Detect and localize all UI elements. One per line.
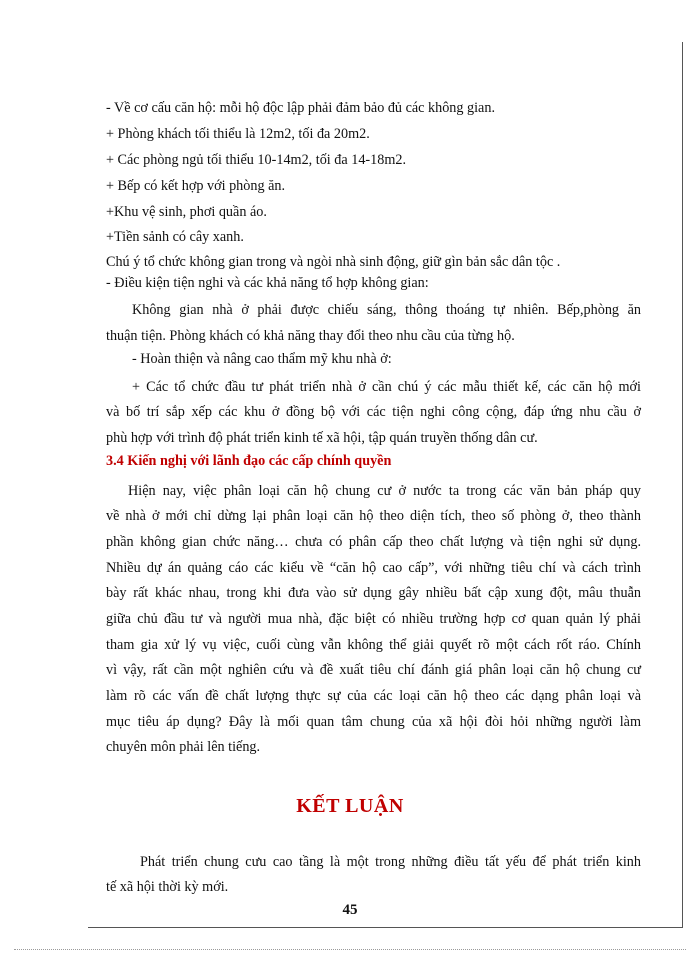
conclusion-line: tế xã hội thời kỳ mới. — [106, 879, 229, 895]
text-line: và bố trí sắp xếp các khu ở đồng bộ với các tiện nghi công cộng, đáp ứng nhu cầu ở — [106, 404, 641, 420]
text-line: +Tiền sảnh có cây xanh. — [106, 229, 244, 245]
text-line: + Các tổ chức đầu tư phát triển nhà ở cần chú ý các mẫu thiết kế, các căn hộ mới — [132, 379, 641, 395]
text-line: Không gian nhà ở phải được chiếu sáng, thông thoáng tự nhiên. Bếp,phòng ăn — [132, 302, 641, 318]
paragraph-line: mục tiêu áp dụng? Đây là mối quan tâm chung của xã hội đòi hỏi những người làm — [106, 714, 641, 730]
paragraph-line: Nhiều dự án quảng cáo các kiểu về “căn hộ cao cấp”, với những tiêu chí và cách trình — [106, 560, 641, 576]
text-line: + Các phòng ngủ tối thiểu 10-14m2, tối đa 14-18m2. — [106, 152, 406, 168]
text-line: - Hoàn thiện và nâng cao thẩm mỹ khu nhà ở: — [132, 351, 392, 367]
paragraph-line: về nhà ở mới chỉ dừng lại phân loại căn hộ theo diện tích, theo số phòng ở, theo thành — [106, 508, 641, 524]
paragraph-line: phần không gian chức năng… chưa có phân cấp theo chất lượng và tiện nghi sử dụng. — [106, 534, 641, 550]
text-line: + Phòng khách tối thiểu là 12m2, tối đa 20m2. — [106, 126, 370, 142]
section-heading: 3.4 Kiến nghị với lãnh đạo các cấp chính quyền — [106, 453, 392, 469]
paragraph-line: bày rất khác nhau, trong khi đưa vào sử dụng gây nhiều bất cập xung đột, mâu thuẫn — [106, 585, 641, 601]
paragraph-line: làm rõ các vấn đề chất lượng thực sự của các loại căn hộ theo các dạng phân loại và — [106, 688, 641, 704]
paragraph-line: chuyên môn phải lên tiếng. — [106, 739, 261, 755]
text-line: thuận tiện. Phòng khách có khả năng thay đổi theo nhu cầu của từng hộ. — [106, 328, 515, 344]
paragraph-line: Hiện nay, việc phân loại căn hộ chung cư ở nước ta trong các văn bản pháp quy — [128, 483, 641, 499]
conclusion-title: KẾT LUẬN — [296, 795, 404, 817]
paragraph-line: tham gia xử lý vụ việc, cuối cùng vẫn không thể giải quyết rõ một cách rốt ráo. Chính — [106, 637, 641, 653]
text-line: +Khu vệ sinh, phơi quần áo. — [106, 204, 267, 220]
text-line: - Về cơ cấu căn hộ: mỗi hộ độc lập phải đảm bảo đủ các không gian. — [106, 100, 495, 116]
text-line: - Điều kiện tiện nghi và các khả năng tổ hợp không gian: — [106, 275, 429, 291]
text-line: Chú ý tổ chức không gian trong và ngòi nhà sinh động, giữ gìn bản sắc dân tộc . — [106, 254, 561, 270]
paragraph-line: giữa chủ đầu tư và người mua nhà, đặc biệt có nhiều trường hợp cơ quan quản lý phải — [106, 611, 641, 627]
dotted-divider — [14, 949, 686, 950]
page-number: 45 — [342, 902, 358, 918]
text-line: + Bếp có kết hợp với phòng ăn. — [106, 178, 286, 194]
paragraph-line: vì vậy, rất cần một nghiên cứu và đề xuất tiêu chí đánh giá phân loại căn hộ chung cư — [106, 662, 641, 678]
text-line: phù hợp với trình độ phát triển kinh tế xã hội, tập quán truyền thống dân cư. — [106, 430, 538, 446]
conclusion-line: Phát triển chung cưu cao tầng là một trong những điều tất yếu để phát triển kinh — [140, 854, 641, 870]
